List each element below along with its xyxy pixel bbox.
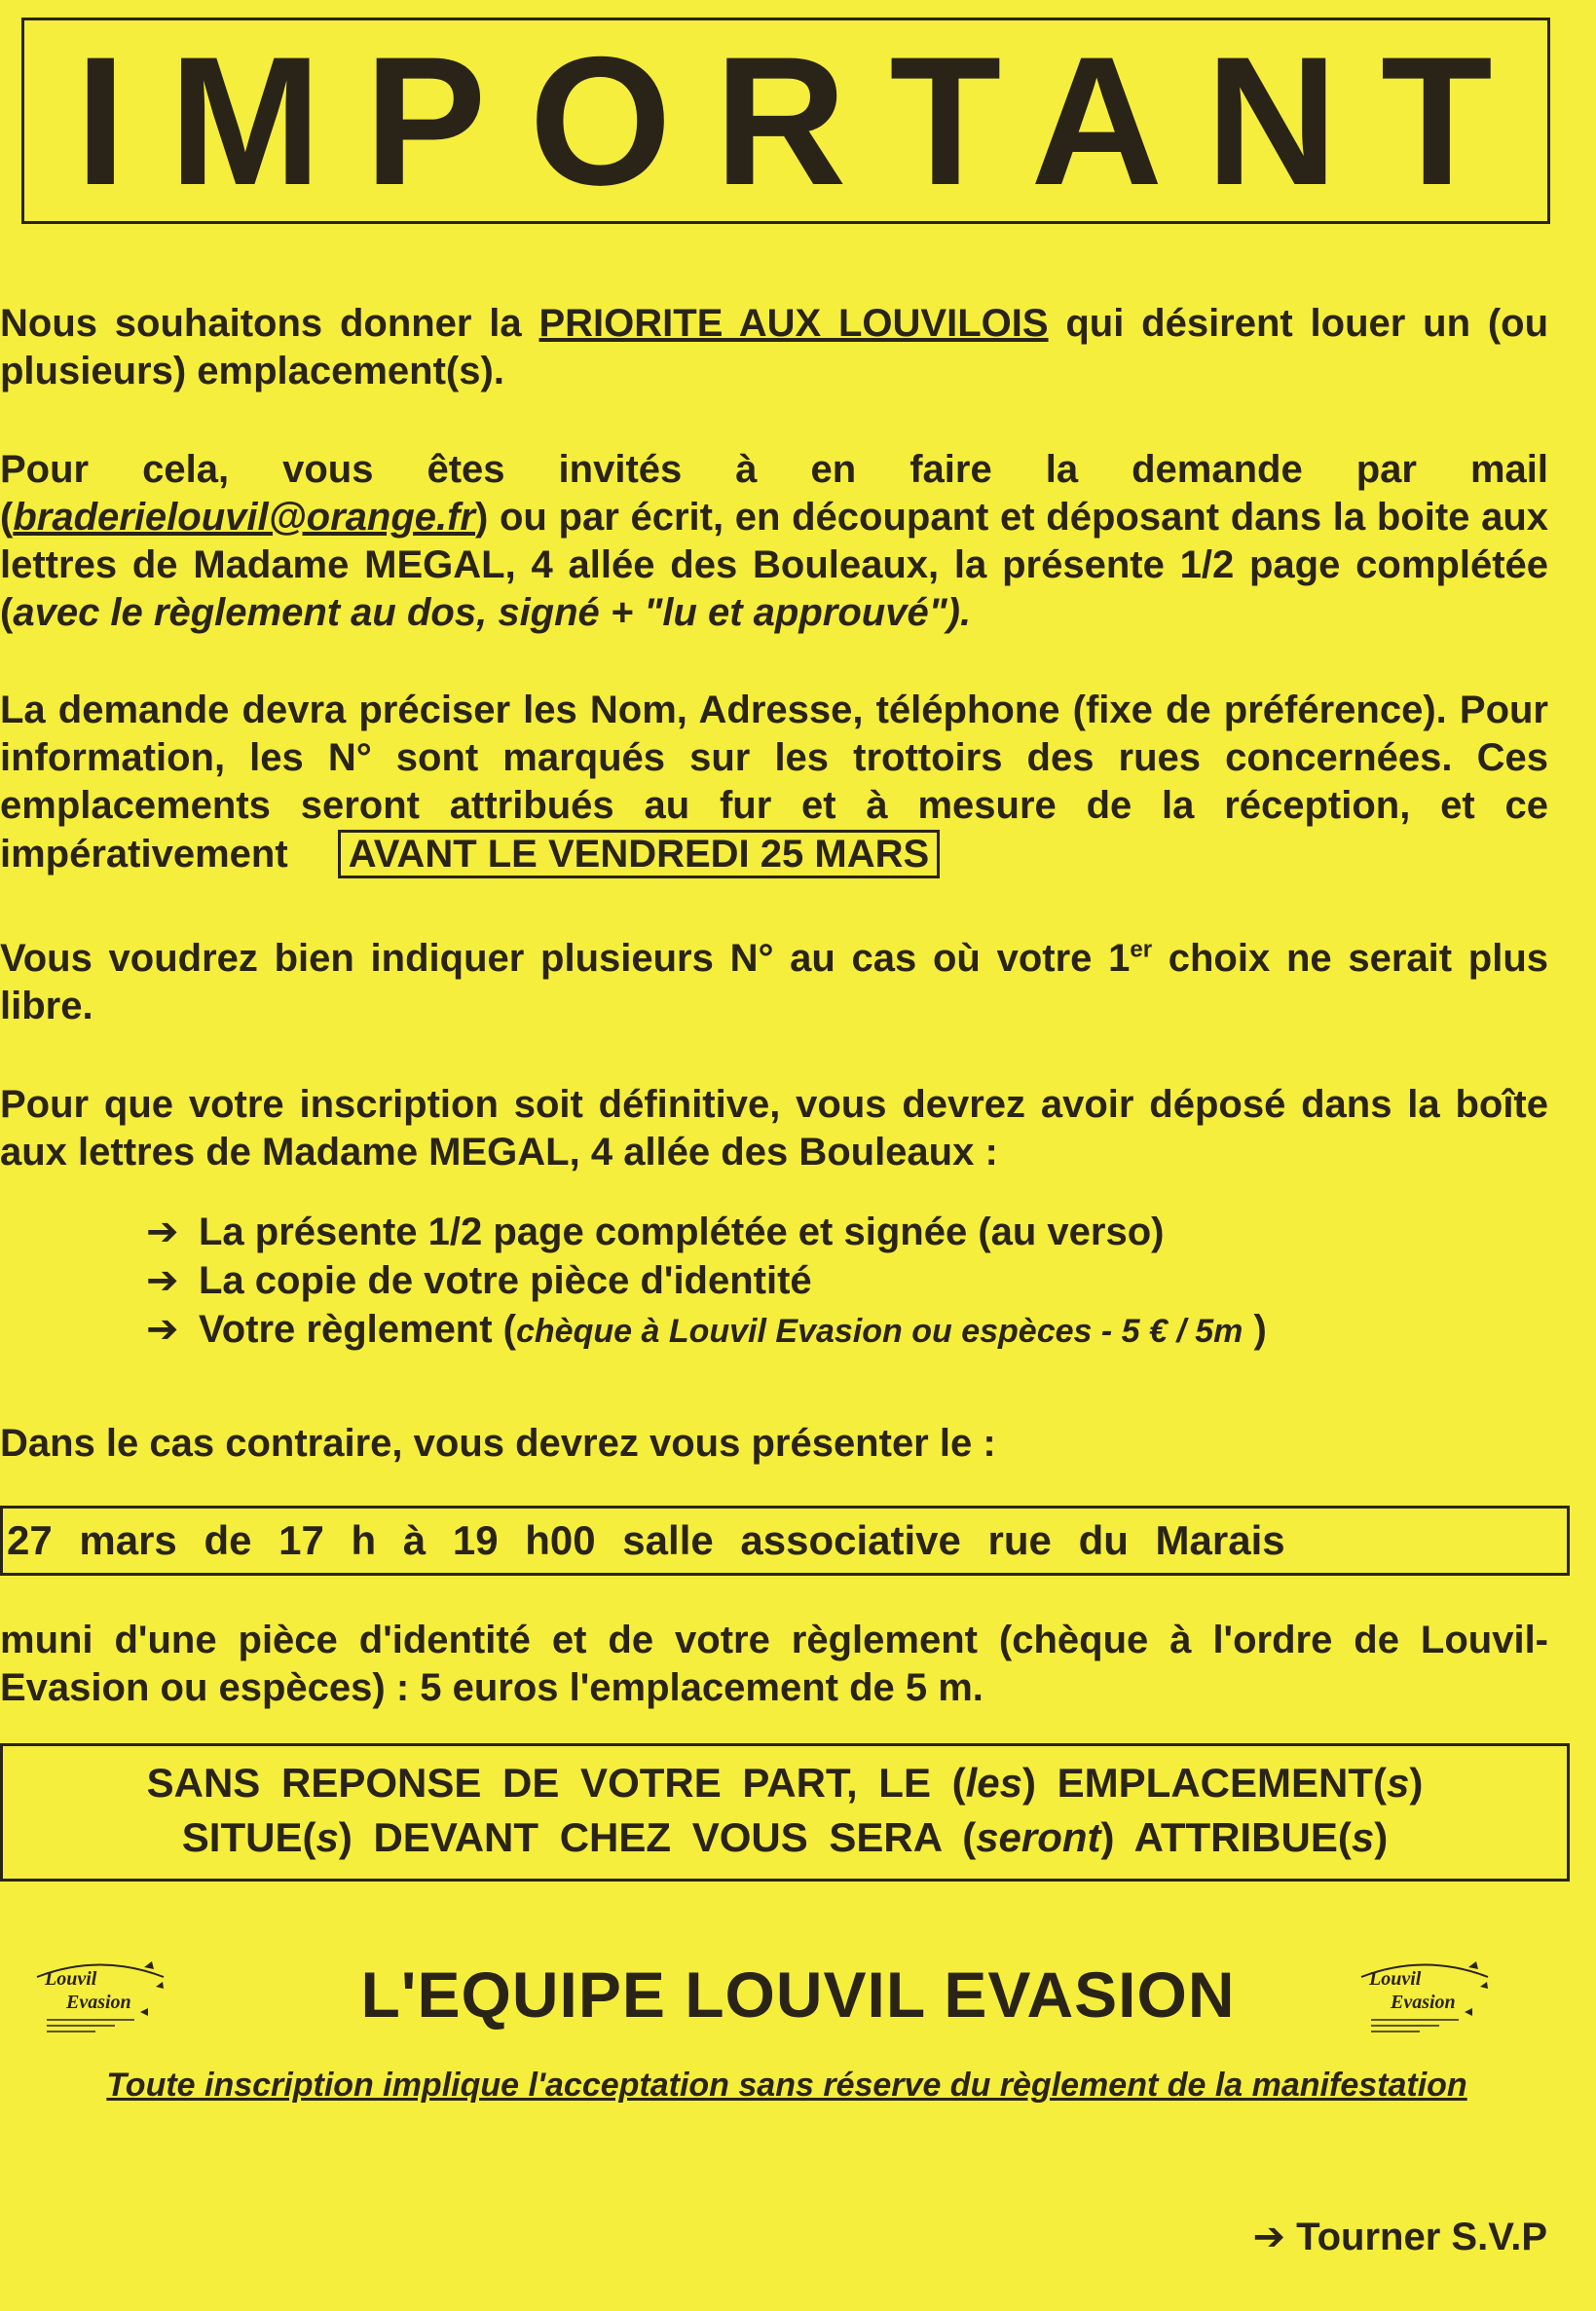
warning-text: ) DEVANT CHEZ VOUS SERA ( <box>338 1814 977 1860</box>
list-item <box>146 1208 1267 1256</box>
arrow-right-icon: ➔ <box>146 1211 179 1253</box>
warning-text: SANS REPONSE DE VOTRE PART, LE ( <box>146 1760 966 1806</box>
warning-text: ) EMPLACEMENT( <box>1022 1760 1387 1806</box>
arrow-right-icon: ➔ <box>146 1259 179 1302</box>
session-box <box>0 1506 1570 1576</box>
footer-note: Toute inscription implique l'acceptation sans réserve du règlement de la manifestation <box>106 2067 1467 2104</box>
payment-label: Votre règlement ( <box>199 1308 516 1351</box>
bring-paragraph: muni d'une pièce d'identité et de votre règlement (chèque à l'ordre de Louvil-Evasion ou espèces) : 5 euros l'emplacement de 5 m. <box>0 1619 1548 1709</box>
session-details: 27 mars de 17 h à 19 h00 salle associative rue du Marais <box>7 1517 1285 1563</box>
deadline-box: AVANT LE VENDREDI 25 MARS <box>338 830 940 878</box>
request-text-start: Pour cela, vous êtes invités à en faire la demande par mail ( <box>0 448 1548 539</box>
warning-italic: les <box>965 1760 1023 1806</box>
title-box <box>21 18 1550 224</box>
warning-italic: s <box>1351 1814 1375 1860</box>
warning-text: SITUE( <box>181 1814 316 1860</box>
payment-close: ) <box>1243 1308 1267 1351</box>
warning-italic: s <box>1387 1760 1410 1806</box>
choices-paragraph <box>0 935 1548 1030</box>
arrow-right-icon: ➔ <box>1252 2216 1286 2258</box>
turn-label: Tourner S.V.P <box>1296 2216 1547 2258</box>
choices-text-start: Vous voudrez bien indiquer plusieurs N° au cas où votre 1 <box>0 937 1131 980</box>
details-text: La demande devra préciser les Nom, Adresse, téléphone (fixe de préférence). Pour information, les N° sont marqués sur les trottoirs des rues concernées. Ces emplacements seront attribués au fur et à mesure de la réception, et ce impérativement <box>0 689 1548 876</box>
warning-box <box>0 1743 1570 1882</box>
priority-highlight: PRIORITE AUX LOUVILOIS <box>538 302 1049 345</box>
louvil-evasion-logo-right <box>1352 1948 1498 2045</box>
page-title: IMPORTANT <box>75 19 1536 223</box>
list-item <box>146 1305 1267 1356</box>
logo-graphic <box>1352 1948 1498 2045</box>
intro-text-end: qui désirent louer un (ou plusieurs) emplacement(s). <box>0 302 1549 392</box>
choices-text-end: choix ne serait plus libre. <box>0 937 1549 1027</box>
turn-page-note <box>1253 2215 1548 2259</box>
list-item-label <box>199 1305 1267 1356</box>
warning-italic: s <box>315 1814 339 1860</box>
team-signature: L'EQUIPE LOUVIL EVASION <box>360 1958 1236 2031</box>
logo-text-line1: Louvil <box>45 1968 97 1990</box>
warning-line-2 <box>3 1810 1567 1865</box>
logo-text-line2: Evasion <box>1391 1992 1456 2013</box>
intro-text-start: Nous souhaitons donner la <box>0 302 539 345</box>
warning-line-1 <box>3 1756 1567 1810</box>
list-item-label: La copie de votre pièce d'identité <box>199 1259 812 1302</box>
list-item <box>146 1256 1267 1305</box>
otherwise-text: Dans le cas contraire, vous devrez vous présenter le : <box>0 1422 996 1465</box>
payment-details: chèque à Louvil Evasion ou espèces - 5 € / 5m <box>516 1313 1243 1350</box>
warning-text: ) ATTRIBUE( <box>1100 1814 1352 1860</box>
requirements-list <box>146 1208 1267 1356</box>
intro-paragraph <box>0 300 1548 395</box>
list-item-label: La présente 1/2 page complétée et signée (au verso) <box>199 1211 1165 1253</box>
details-paragraph <box>0 687 1548 878</box>
warning-text: ) <box>1409 1760 1424 1806</box>
request-paragraph <box>0 446 1548 637</box>
warning-italic: seront <box>976 1814 1101 1860</box>
warning-text: ) <box>1374 1814 1389 1860</box>
request-italic-note: avec le règlement au dos, signé + "lu et approuvé"). <box>13 591 972 634</box>
arrow-right-icon: ➔ <box>146 1308 179 1351</box>
definitive-paragraph: Pour que votre inscription soit définitive, vous devrez avoir déposé dans la boîte aux lettres de Madame MEGAL, 4 allée des Bouleaux : <box>0 1083 1548 1174</box>
request-text-middle: ) ou par écrit, en découpant et déposant dans la boite aux lettres de Madame MEGAL, 4 allée des Bouleaux, la présente 1/2 page complétée ( <box>0 496 1548 634</box>
logo-text-line1: Louvil <box>1369 1968 1422 1990</box>
logo-text-line2: Evasion <box>66 1992 131 2013</box>
choices-superscript: er <box>1130 936 1153 963</box>
email-link[interactable]: braderielouvil@orange.fr <box>13 496 475 539</box>
